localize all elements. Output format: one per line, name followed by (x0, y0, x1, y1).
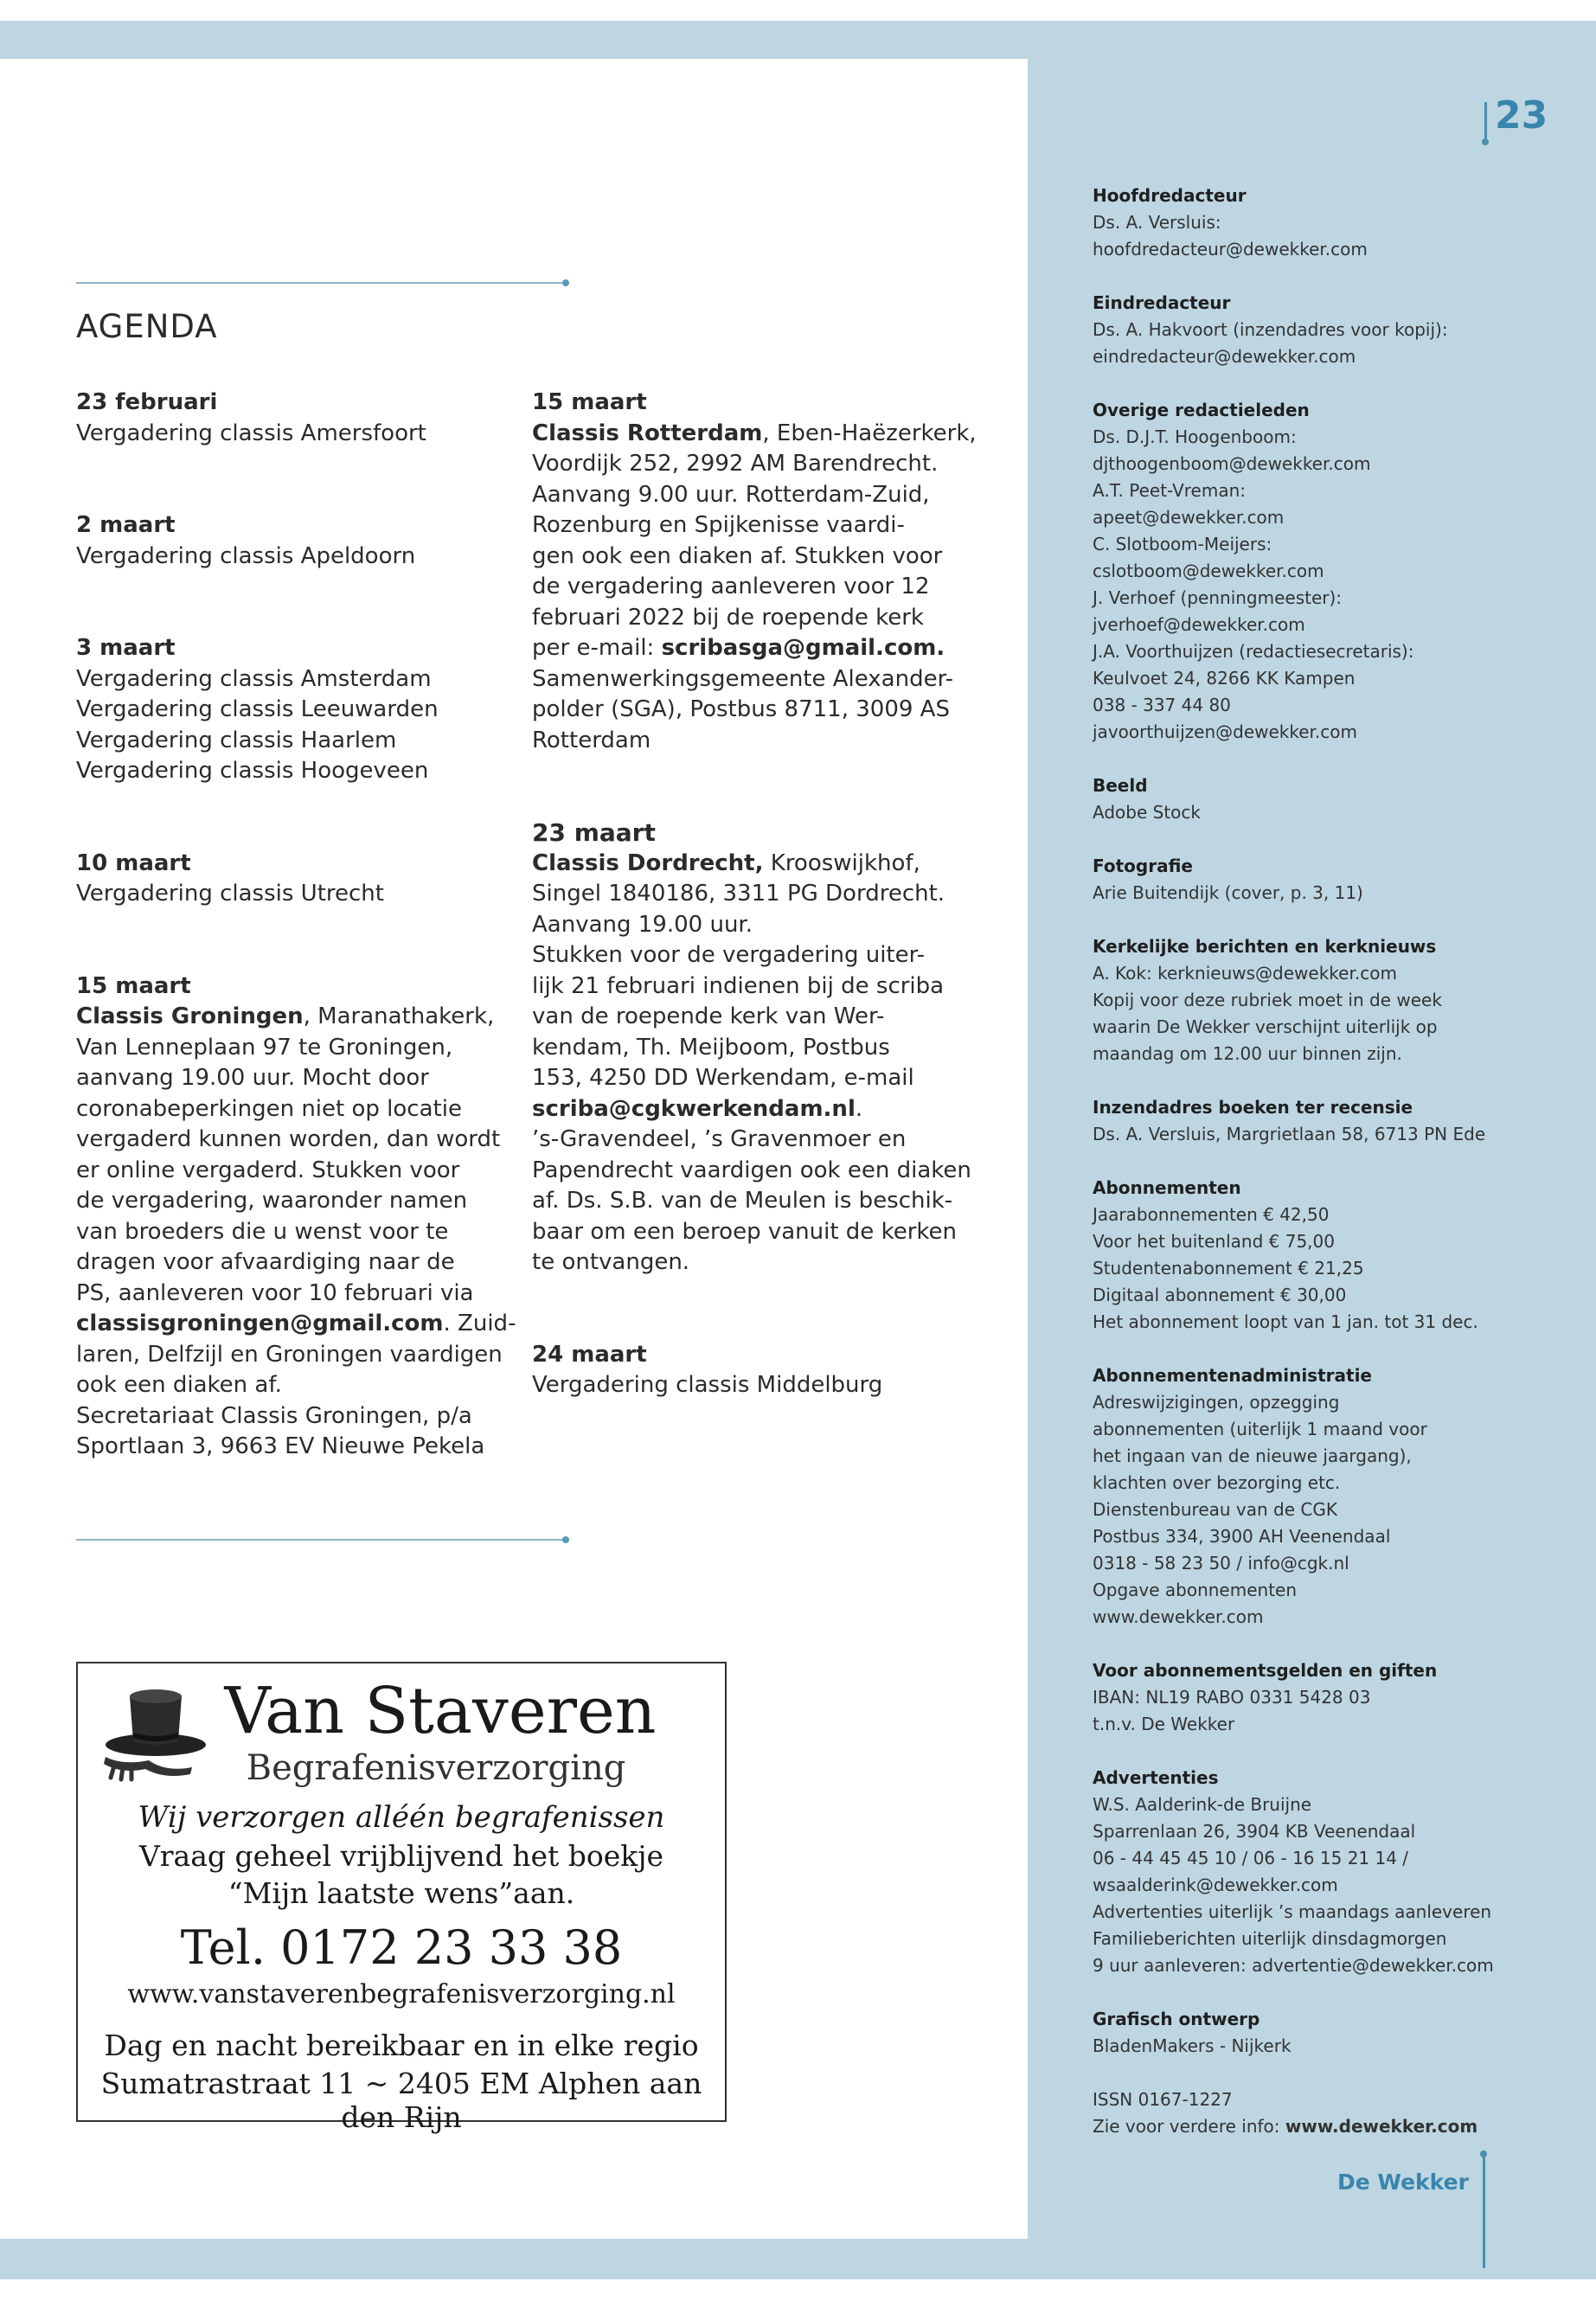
colofon-line: Advertenties uiterlijk ’s maandags aanleveren (1093, 1901, 1492, 1922)
colofon-section (1093, 397, 1577, 746)
agenda-event-line: vergaderd kunnen worden, dan wordt (76, 1126, 501, 1152)
agenda-event-line: ’s-Gravendeel, ’s Gravenmoer en (532, 1126, 907, 1152)
ad-line-2: “Mijn laatste wens”aan. (228, 1876, 575, 1910)
agenda-event-line: Vergadering classis Amsterdam (76, 665, 432, 692)
colofon-section (1093, 933, 1577, 1067)
agenda-event (76, 388, 509, 449)
colofon-section (1093, 183, 1577, 263)
colofon-line: Familieberichten uiterlijk dinsdagmorgen (1093, 1928, 1447, 1949)
agenda-event-line: Aanvang 9.00 uur. Rotterdam-Zuid, (532, 481, 930, 508)
colofon-line: Postbus 334, 3900 AH Veenendaal (1093, 1526, 1391, 1547)
colofon-heading: Inzendadres boeken ter recensie (1093, 1097, 1413, 1118)
colofon-line: hoofdredacteur@dewekker.com (1093, 239, 1368, 260)
colofon-line: het ingaan van de nieuwe jaargang), (1093, 1445, 1412, 1466)
agenda-event-line: ook een diaken af. (76, 1372, 282, 1398)
colofon-section (1093, 1765, 1577, 1979)
colofon-line: Kopij voor deze rubriek moet in de week (1093, 990, 1442, 1010)
agenda-event-line: Papendrecht vaardigen ook een diaken (532, 1157, 971, 1183)
colofon-heading: Hoofdredacteur (1093, 185, 1247, 206)
colofon-line: Adreswijzigingen, opzegging (1093, 1392, 1340, 1413)
colofon-heading: Grafisch ontwerp (1093, 2009, 1260, 2029)
agenda-event-line: Vergadering classis Middelburg (532, 1372, 883, 1398)
colofon-heading: Fotografie (1093, 856, 1193, 876)
agenda-title: AGENDA (76, 308, 218, 345)
colofon-line: Sparrenlaan 26, 3904 KB Veenendaal (1093, 1821, 1416, 1842)
agenda-event-line: baar om een beroep vanuit de kerken (532, 1218, 957, 1245)
colofon-line: Ds. D.J.T. Hoogenboom: (1093, 426, 1297, 447)
colofon-line: klachten over bezorging etc. (1093, 1472, 1341, 1493)
colofon-line: Ds. A. Versluis: (1093, 212, 1221, 233)
agenda-event-line: Vergadering classis Hoogeveen (76, 758, 429, 784)
colofon-line: 0318 - 58 23 50 / info@cgk.nl (1093, 1553, 1349, 1574)
colofon-line: BladenMakers - Nijkerk (1093, 2035, 1292, 2056)
colofon-line: Voor het buitenland € 75,00 (1093, 1231, 1335, 1252)
agenda-event-line: er online vergaderd. Stukken voor (76, 1157, 460, 1183)
colofon-line: Keulvoet 24, 8266 KK Kampen (1093, 668, 1356, 689)
agenda-event-line: aanvang 19.00 uur. Mocht door (76, 1065, 429, 1091)
agenda-event-line: classisgroningen@gmail.com. Zuid- (76, 1311, 516, 1336)
colofon-line: cslotboom@dewekker.com (1093, 561, 1324, 581)
agenda-event (76, 971, 516, 1463)
colofon-line: Studentenabonnement € 21,25 (1093, 1258, 1364, 1279)
colofon-section (1093, 1175, 1577, 1336)
colofon-section (1093, 1094, 1577, 1148)
colofon-line: C. Slotboom-Meijers: (1093, 534, 1272, 554)
colofon-section (1093, 2086, 1577, 2140)
agenda-event-line: Vergadering classis Utrecht (76, 881, 384, 907)
colofon-heading: Kerkelijke berichten en kerknieuws (1093, 936, 1437, 957)
colofon-line: maandag om 12.00 uur binnen zijn. (1093, 1043, 1402, 1064)
colofon-line: Arie Buitendijk (cover, p. 3, 11) (1093, 882, 1363, 903)
page-top-margin (0, 0, 1596, 21)
agenda-event-line: Classis Rotterdam, Eben-Haëzerkerk, (532, 420, 977, 446)
agenda-column-left (76, 388, 516, 1524)
agenda-event-line: polder (SGA), Postbus 8711, 3009 AS (532, 696, 950, 722)
agenda-event-line: de vergadering aanleveren voor 12 (532, 574, 930, 599)
footer-brand: De Wekker (1337, 2170, 1469, 2195)
agenda-event-line: van de roepende kerk van Wer- (532, 1003, 885, 1029)
agenda-event-line: af. Ds. S.B. van de Meulen is beschik- (532, 1188, 953, 1214)
colofon-line: 9 uur aanleveren: advertentie@dewekker.com (1093, 1955, 1494, 1976)
agenda-event-date: 24 maart (532, 1341, 647, 1368)
colofon-line: J. Verhoef (penningmeester): (1093, 587, 1343, 608)
agenda-top-rule (76, 282, 566, 284)
colofon-line: Het abonnement loopt van 1 jan. tot 31 dec. (1093, 1311, 1478, 1332)
colofon-heading: Overige redactieleden (1093, 400, 1310, 420)
colofon-line: Opgave abonnementen (1093, 1580, 1298, 1600)
colofon-line: J.A. Voorthuijzen (redactiesecretaris): (1093, 641, 1414, 662)
colofon-section (1093, 1362, 1577, 1631)
colofon-line: Ds. A. Versluis, Margrietlaan 58, 6713 PN Ede (1093, 1124, 1486, 1144)
agenda-event-date: 23 maart (532, 818, 656, 847)
colofon-section (1093, 853, 1577, 907)
agenda-event-line: laren, Delfzijl en Groningen vaardigen (76, 1341, 503, 1368)
colofon-heading: Voor abonnementsgelden en giften (1093, 1660, 1438, 1681)
agenda-event-date: 15 maart (76, 972, 191, 999)
colofon-line: javoorthuijzen@dewekker.com (1093, 721, 1358, 742)
agenda-event-line: van broeders die u wenst voor te (76, 1218, 449, 1245)
colofon-line: Zie voor verdere info: www.dewekker.com (1093, 2116, 1478, 2137)
agenda-event-date: 2 maart (76, 512, 176, 538)
agenda-event (76, 510, 509, 572)
agenda-event-line: Stukken voor de vergadering uiter- (532, 942, 926, 968)
ad-phone: Tel. 0172 23 33 38 (180, 1920, 623, 1975)
ad-company-name: Van Staveren (224, 1674, 657, 1748)
agenda-event-line: Van Lenneplaan 97 te Groningen, (76, 1034, 453, 1061)
colofon-section (1093, 1657, 1577, 1738)
colofon-line: jverhoef@dewekker.com (1093, 614, 1305, 635)
colofon-line: Ds. A. Hakvoort (inzendadres voor kopij): (1093, 319, 1448, 340)
colofon-section (1093, 772, 1577, 826)
colofon-line: 06 - 44 45 45 10 / 06 - 16 15 21 14 / (1093, 1848, 1409, 1868)
agenda-event-line: coronabeperkingen niet op locatie (76, 1095, 462, 1122)
colofon-section (1093, 290, 1577, 370)
page-number: 23 (1495, 93, 1548, 138)
agenda-event-line: te ontvangen. (532, 1249, 690, 1275)
agenda-event-line: gen ook een diaken af. Stukken voor (532, 542, 943, 569)
ad-company-subtitle: Begrafenisverzorging (246, 1748, 626, 1788)
colofon-line: t.n.v. De Wekker (1093, 1714, 1235, 1734)
colofon-line: Jaarabonnementen € 42,50 (1093, 1204, 1330, 1225)
agenda-event-line: Singel 1840186, 3311 PG Dordrecht. (532, 881, 945, 907)
agenda-event-line: PS, aanleveren voor 10 februari via (76, 1279, 474, 1306)
colofon-heading: Abonnementen (1093, 1177, 1241, 1198)
colofon-line: Adobe Stock (1093, 802, 1201, 823)
colofon-line: Digitaal abonnement € 30,00 (1093, 1285, 1347, 1305)
agenda-bottom-rule (76, 1539, 566, 1541)
colofon-line: W.S. Aalderink-de Bruijne (1093, 1794, 1312, 1815)
colofon-heading: Beeld (1093, 775, 1148, 796)
colofon-line: www.dewekker.com (1093, 1606, 1264, 1627)
colofon-line: A. Kok: kerknieuws@dewekker.com (1093, 963, 1397, 984)
colofon-line: abonnementen (uiterlijk 1 maand voor (1093, 1419, 1427, 1439)
agenda-event-line: Classis Groningen, Maranathakerk, (76, 1003, 495, 1029)
agenda-event-line: Voordijk 252, 2992 AM Barendrecht. (532, 451, 939, 477)
ad-line-1: Vraag geheel vrijblijvend het boekje (138, 1839, 664, 1873)
agenda-event-line: kendam, Th. Meijboom, Postbus (532, 1034, 890, 1061)
agenda-event-line: Classis Dordrecht, Krooswijkhof, (532, 849, 920, 876)
colofon-heading: Abonnementenadministratie (1093, 1365, 1372, 1386)
colofon-line: eindredacteur@dewekker.com (1093, 346, 1356, 367)
agenda-column-right (532, 388, 977, 1463)
agenda-event-date: 15 maart (532, 389, 647, 415)
agenda-event (532, 1340, 965, 1401)
agenda-event-line: Vergadering classis Apeldoorn (76, 542, 416, 569)
ad-address: Sumatrastraat 11 ~ 2405 EM Alphen aan den Rijn (100, 2067, 702, 2134)
agenda-event-line: Sportlaan 3, 9663 EV Nieuwe Pekela (76, 1433, 485, 1459)
agenda-event-line: de vergadering, waaronder namen (76, 1188, 468, 1214)
colofon-line: apeet@dewekker.com (1093, 507, 1285, 528)
colofon-line: Dienstenbureau van de CGK (1093, 1499, 1337, 1520)
colofon-heading: Advertenties (1093, 1767, 1219, 1788)
advertisement-van-staveren (76, 1662, 727, 2134)
agenda-event-line: februari 2022 bij de roepende kerk (532, 604, 924, 631)
colofon-line: A.T. Peet-Vreman: (1093, 480, 1247, 501)
colofon-line: IBAN: NL19 RABO 0331 5428 03 (1093, 1687, 1371, 1708)
agenda-event-line: scriba@cgkwerkendam.nl. (532, 1095, 863, 1122)
agenda-event-date: 3 maart (76, 635, 176, 661)
agenda-event-line: Secretariaat Classis Groningen, p/a (76, 1402, 472, 1429)
ad-slogan: Wij verzorgen alléén begrafenissen (138, 1800, 665, 1835)
agenda-event (532, 388, 977, 756)
agenda-event-date: 10 maart (76, 849, 191, 876)
agenda-event-date: 23 februari (76, 389, 218, 415)
agenda-event-line: Rozenburg en Spijkenisse vaardi- (532, 512, 905, 538)
agenda-event (532, 817, 971, 1279)
footer-separator (1483, 2156, 1485, 2268)
agenda-event-line: per e-mail: scribasga@gmail.com. (532, 635, 945, 661)
page-bottom-margin (0, 2279, 1596, 2301)
agenda-event-line: Rotterdam (532, 727, 651, 753)
colofon-line: djthoogenboom@dewekker.com (1093, 453, 1371, 474)
ad-line-3: Dag en nacht bereikbaar en in elke regio (104, 2029, 699, 2062)
agenda-event-line: Vergadering classis Haarlem (76, 727, 397, 753)
agenda-event (76, 849, 509, 910)
colofon-line: 038 - 337 44 80 (1093, 695, 1231, 715)
colofon-line: waarin De Wekker verschijnt uiterlijk op (1093, 1016, 1438, 1037)
header-separator (1484, 102, 1487, 140)
colofon-sidebar (1093, 183, 1577, 2167)
agenda-event-line: lijk 21 februari indienen bij de scriba (532, 972, 945, 999)
agenda-event-line: Aanvang 19.00 uur. (532, 911, 753, 938)
colofon-section (1093, 2006, 1577, 2060)
agenda-event-line: Vergadering classis Leeuwarden (76, 696, 439, 722)
colofon-line: wsaalderink@dewekker.com (1093, 1875, 1338, 1895)
colofon-line: ISSN 0167-1227 (1093, 2089, 1233, 2110)
agenda-event-line: Vergadering classis Amersfoort (76, 420, 426, 446)
agenda-event (76, 633, 509, 787)
section-title: Colofon (577, 99, 670, 125)
ad-website: www.vanstaverenbegrafenisverzorging.nl (127, 1979, 676, 2009)
agenda-event-line: 153, 4250 DD Werkendam, e-mail (532, 1065, 914, 1091)
agenda-event-line: Samenwerkingsgemeente Alexander- (532, 665, 954, 692)
colofon-heading: Eindredacteur (1093, 292, 1231, 313)
agenda-event-line: dragen voor afvaardiging naar de (76, 1249, 455, 1275)
